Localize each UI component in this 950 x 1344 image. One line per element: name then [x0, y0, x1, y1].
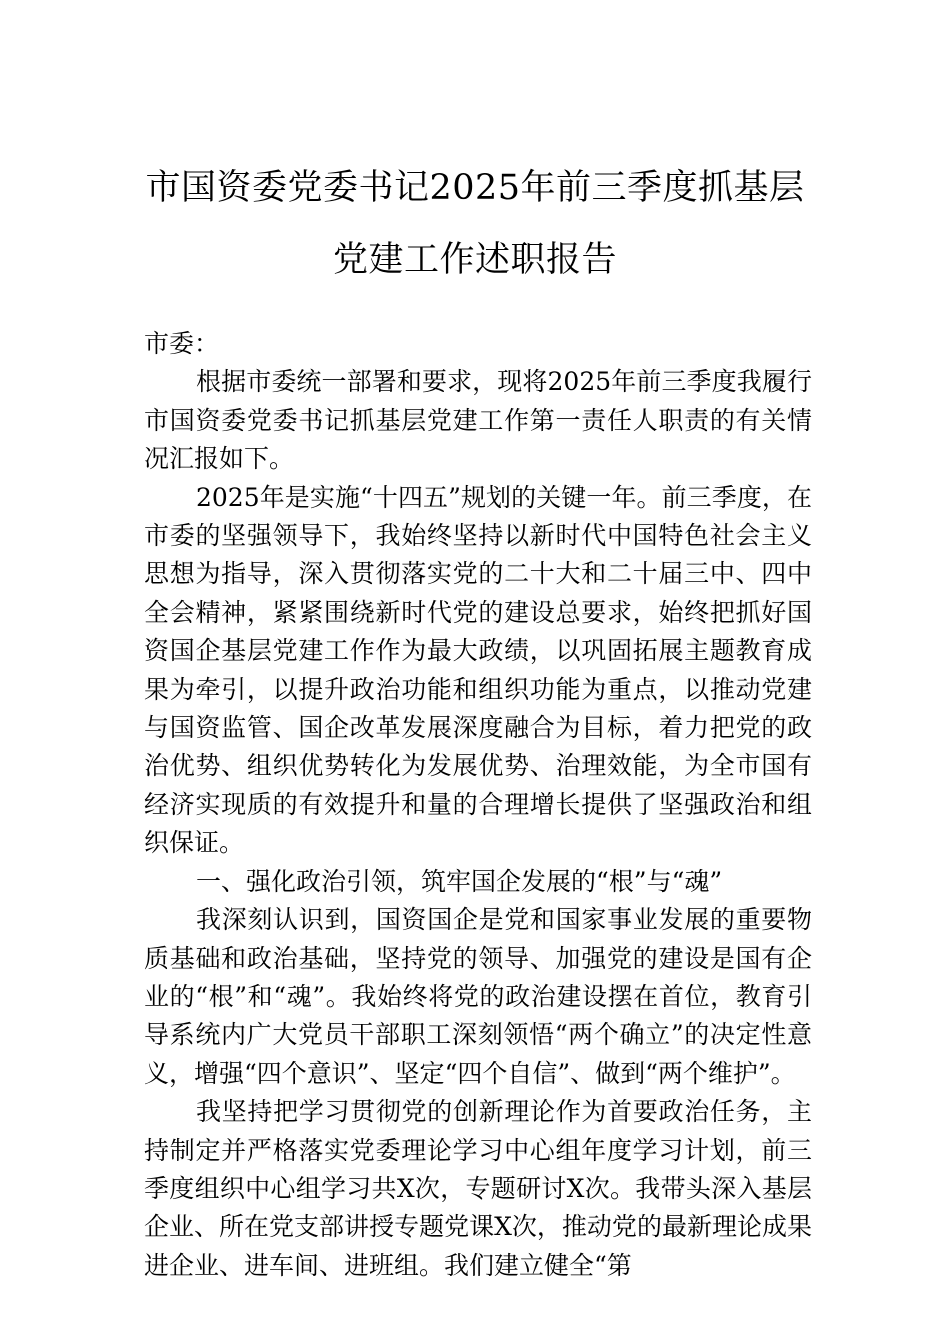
- document-body: [144, 325, 812, 1285]
- section-1-paragraph-1: 我深刻认识到，国资国企是党和国家事业发展的重要物质基础和政治基础，坚持党的领导、加强党的建设是国有企业的“根”和“魂”。我始终将党的政治建设摆在首位，教育引导系统内广大党员干部职工深刻领悟“两个确立”的决定性意义，增强“四个意识”、坚定“四个自信”、做到“两个维护”。: [144, 905, 812, 1088]
- document-title-line-2: 党建工作述职报告: [332, 240, 617, 280]
- paragraph-intro: 根据市委统一部署和要求，现将2025年前三季度我履行市国资委党委书记抓基层党建工作第一责任人职责的有关情况汇报如下。: [144, 367, 812, 474]
- document-title-line-1: 市国资委党委书记2025年前三季度抓基层: [145, 168, 805, 208]
- paragraph-overview: 2025年是实施“十四五”规划的关键一年。前三季度，在市委的坚强领导下，我始终坚持以新时代中国特色社会主义思想为指导，深入贯彻落实党的二十大和二十届三中、四中全会精神，紧紧围绕新时代党的建设总要求，始终把抓好国资国企基层党建工作作为最大政绩，以巩固拓展主题教育成果为牵引，以提升政治功能和组织功能为重点，以推动党建与国资监管、国企改革发展深度融合为目标，着力把党的政治优势、组织优势转化为发展优势、治理效能，为全市国有经济实现质的有效提升和量的合理增长提供了坚强政治和组织保证。: [144, 482, 812, 858]
- section-1-paragraph-2: 我坚持把学习贯彻党的创新理论作为首要政治任务，主持制定并严格落实党委理论学习中心组年度学习计划，前三季度组织中心组学习共X次，专题研讨X次。我带头深入基层企业、所在党支部讲授专题党课X次，推动党的最新理论成果进企业、进车间、进班组。我们建立健全“第: [144, 1097, 812, 1280]
- salutation: 市委：: [144, 329, 220, 358]
- section-heading-1: 一、强化政治引领，筑牢国企发展的“根”与“魂”: [196, 866, 723, 896]
